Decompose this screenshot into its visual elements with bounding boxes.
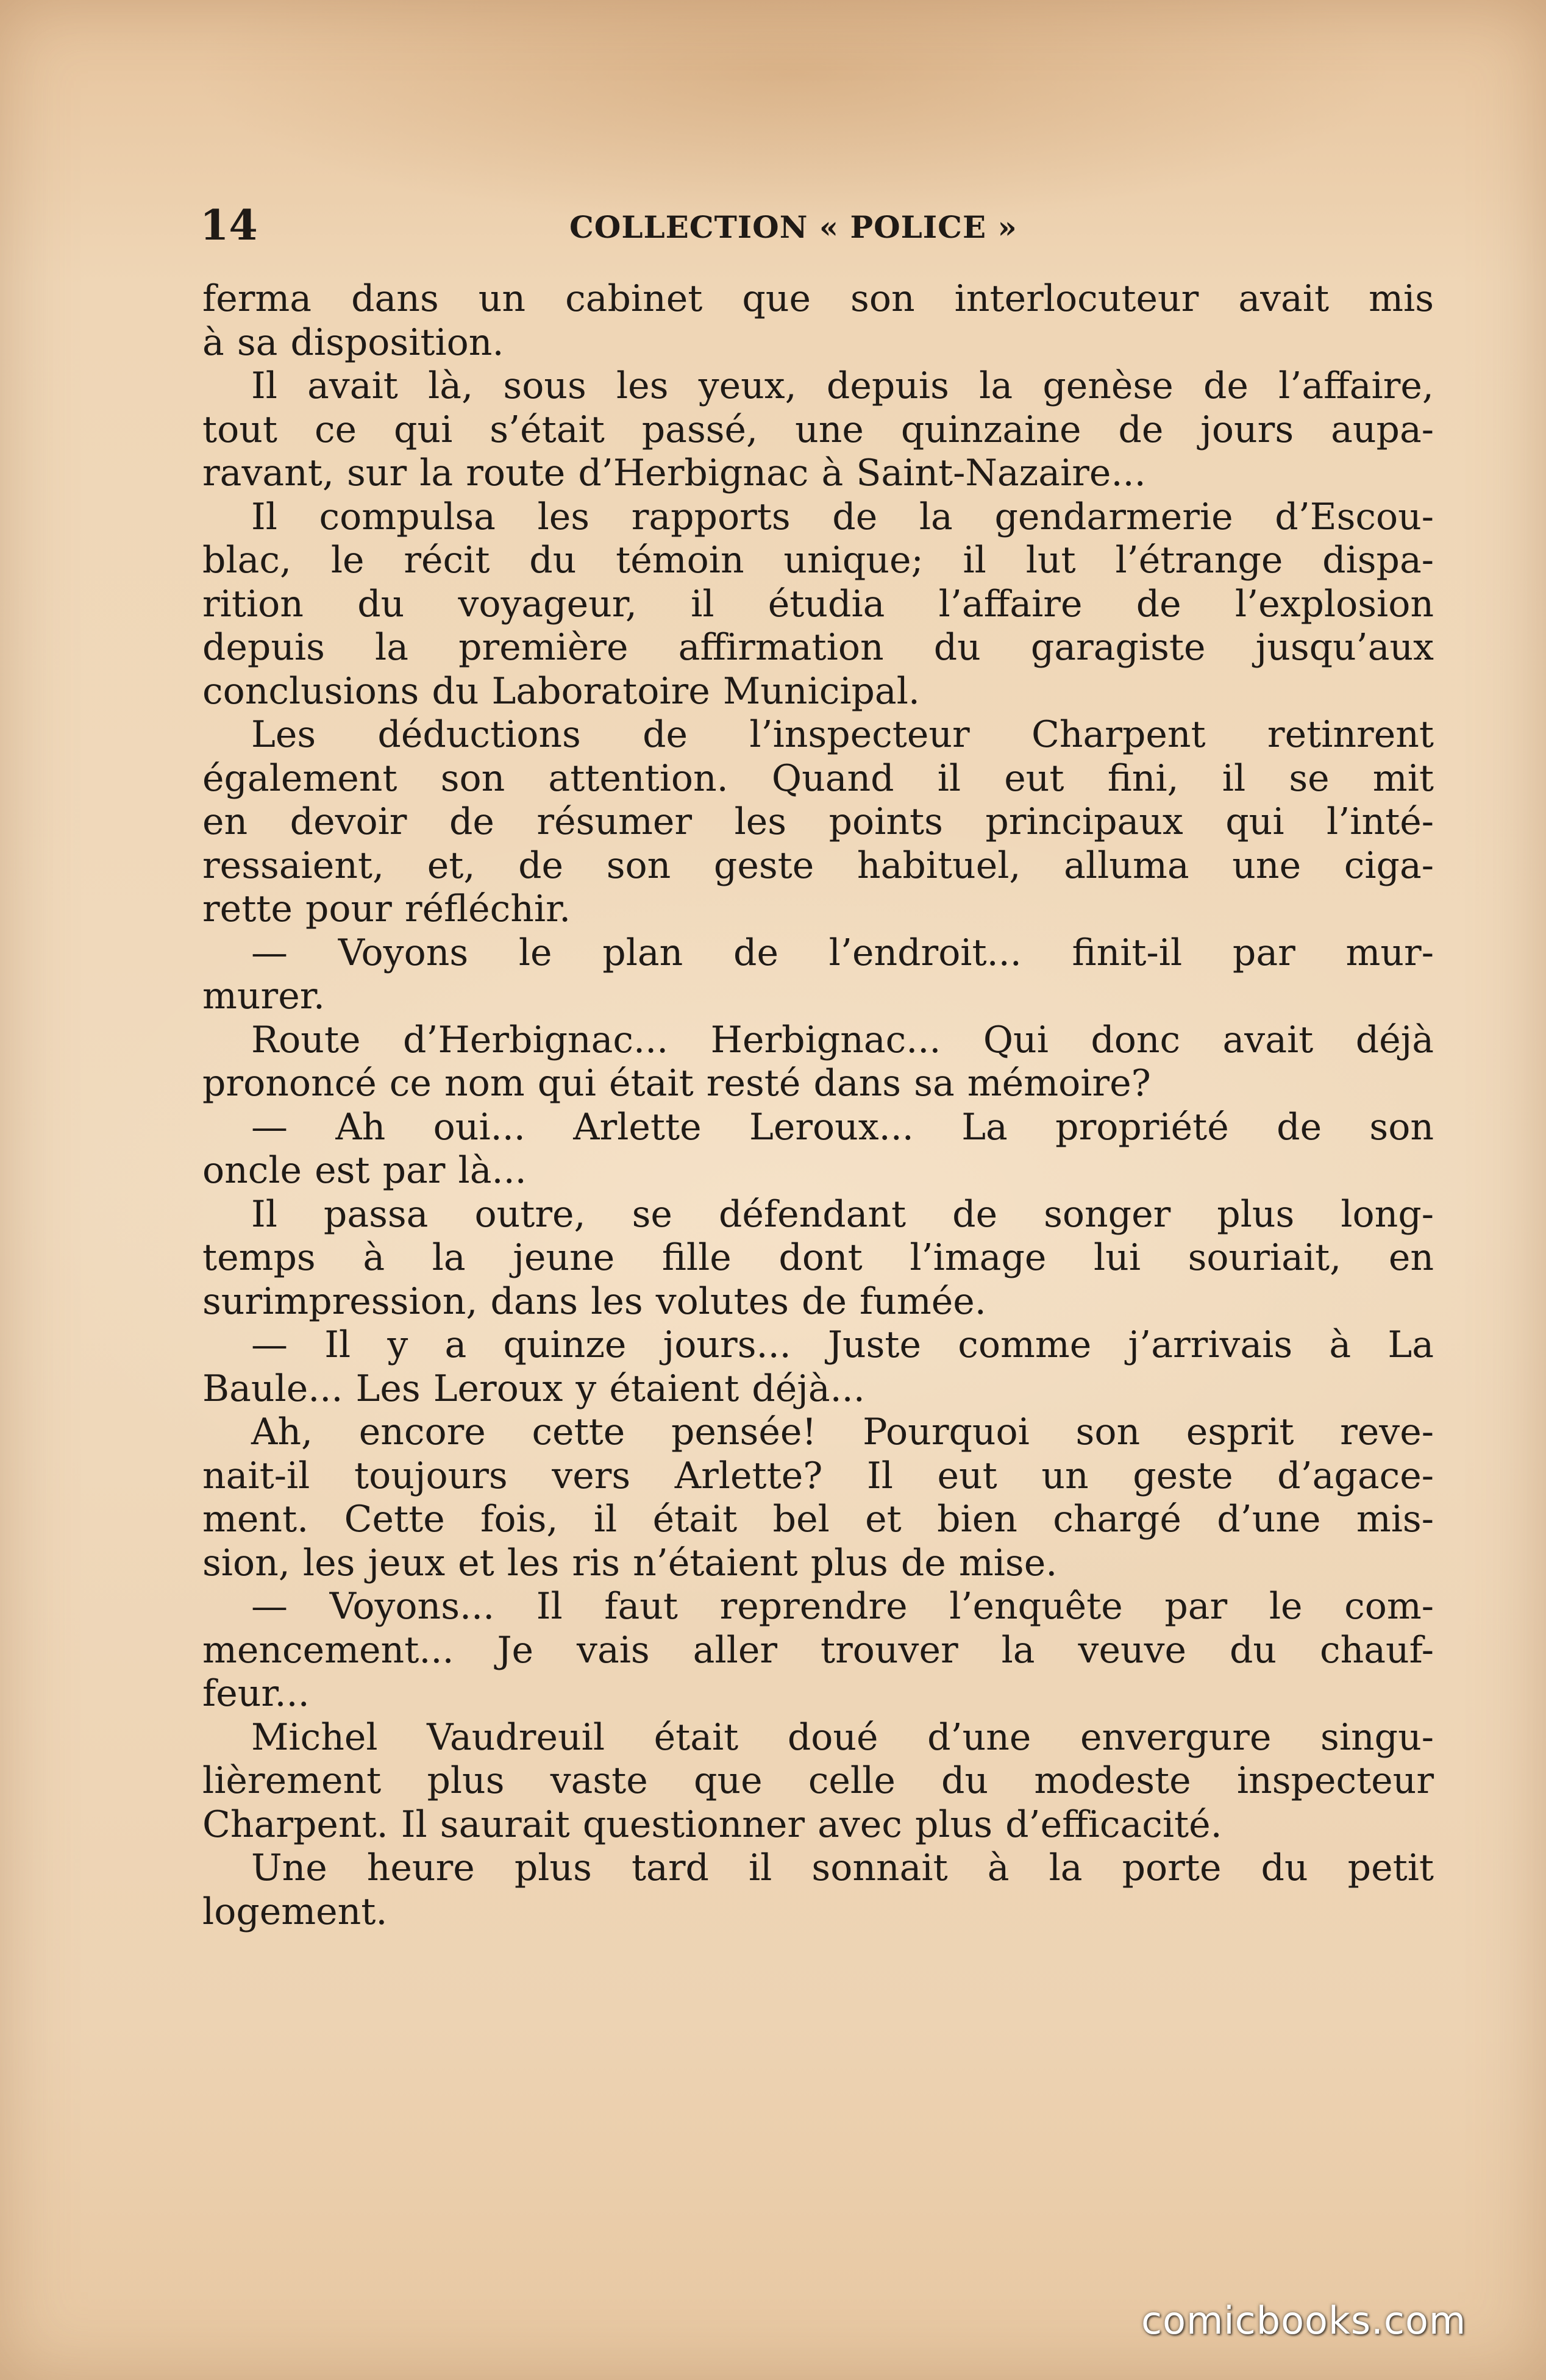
paragraph (202, 1193, 1434, 1324)
paragraph (202, 932, 1434, 1019)
text-line: Ah, encore cette pensée! Pourquoi son esprit reve- (251, 1411, 1434, 1453)
text-line: — Voyons... Il faut reprendre l’enquête par le com- (251, 1585, 1434, 1628)
text-line: oncle est par là... (202, 1149, 527, 1192)
page-number: 14 (200, 201, 258, 250)
text-line: en devoir de résumer les points principaux qui l’inté- (202, 800, 1434, 843)
text-line: à sa disposition. (202, 321, 504, 364)
text-line: Il avait là, sous les yeux, depuis la genèse de l’affaire, (251, 365, 1434, 407)
paragraph (202, 1411, 1434, 1585)
running-head: COLLECTION « POLICE » (569, 209, 1017, 245)
text-line: Il passa outre, se défendant de songer plus long- (251, 1192, 1434, 1236)
text-line: rette pour réfléchir. (202, 888, 571, 930)
text-line: — Voyons le plan de l’endroit... finit-il par mur- (251, 931, 1434, 974)
text-line: sion, les jeux et les ris n’étaient plus de mise. (202, 1541, 1058, 1584)
paragraph (202, 277, 1434, 365)
text-line: logement. (202, 1890, 388, 1933)
text-line: nait-il toujours vers Arlette? Il eut un geste d’agace- (202, 1454, 1434, 1497)
text-line: lièrement plus vaste que celle du modeste inspecteur (202, 1759, 1434, 1802)
text-line: temps à la jeune fille dont l’image lui souriait, en (202, 1236, 1434, 1279)
paragraph (202, 1019, 1434, 1106)
paragraph (202, 365, 1434, 496)
text-line: Michel Vaudreuil était doué d’une envergure singu- (251, 1716, 1434, 1759)
text-line: également son attention. Quand il eut fini, il se mit (202, 757, 1434, 800)
text-line: Route d’Herbignac... Herbignac... Qui donc avait déjà (251, 1018, 1434, 1061)
page-header (200, 201, 1434, 250)
text-line: — Il y a quinze jours... Juste comme j’arrivais à La (251, 1324, 1434, 1366)
paragraph (202, 1106, 1434, 1193)
text-line: blac, le récit du témoin unique; il lut l’étrange dispa- (202, 539, 1434, 582)
paragraph (202, 1716, 1434, 1847)
text-line: Charpent. Il saurait questionner avec plus d’efficacité. (202, 1803, 1222, 1846)
body-text (202, 277, 1434, 1934)
text-line: conclusions du Laboratoire Municipal. (202, 669, 920, 713)
watermark: comicbooks.com (1141, 2298, 1467, 2343)
text-line: Une heure plus tard il sonnait à la porte du petit (251, 1847, 1434, 1889)
text-line: rition du voyageur, il étudia l’affaire de l’explosion (202, 582, 1434, 625)
text-line: feur... (202, 1672, 310, 1715)
text-line: tout ce qui s’était passé, une quinzaine de jours aupa- (202, 408, 1434, 451)
text-line: ressaient, et, de son geste habituel, alluma une ciga- (202, 844, 1434, 887)
text-line: ravant, sur la route d’Herbignac à Saint-Nazaire... (202, 452, 1146, 494)
paragraph (202, 713, 1434, 932)
paragraph (202, 1324, 1434, 1411)
text-line: — Ah oui... Arlette Leroux... La propriété de son (251, 1105, 1434, 1149)
text-line: Il compulsa les rapports de la gendarmerie d’Escou- (251, 495, 1434, 538)
text-line: depuis la première affirmation du garagiste jusqu’aux (202, 626, 1434, 669)
paragraph (202, 1585, 1434, 1716)
text-line: ment. Cette fois, il était bel et bien chargé d’une mis- (202, 1498, 1434, 1541)
text-line: Les déductions de l’inspecteur Charpent retinrent (251, 713, 1434, 756)
paragraph (202, 496, 1434, 714)
paragraph (202, 1847, 1434, 1934)
text-line: Baule... Les Leroux y étaient déjà... (202, 1367, 865, 1410)
text-line: prononcé ce nom qui était resté dans sa mémoire? (202, 1062, 1151, 1105)
text-line: mencement... Je vais aller trouver la veuve du chauf- (202, 1628, 1434, 1672)
text-line: surimpression, dans les volutes de fumée. (202, 1280, 986, 1323)
text-line: murer. (202, 975, 325, 1017)
text-line: ferma dans un cabinet que son interlocuteur avait mis (202, 277, 1434, 320)
